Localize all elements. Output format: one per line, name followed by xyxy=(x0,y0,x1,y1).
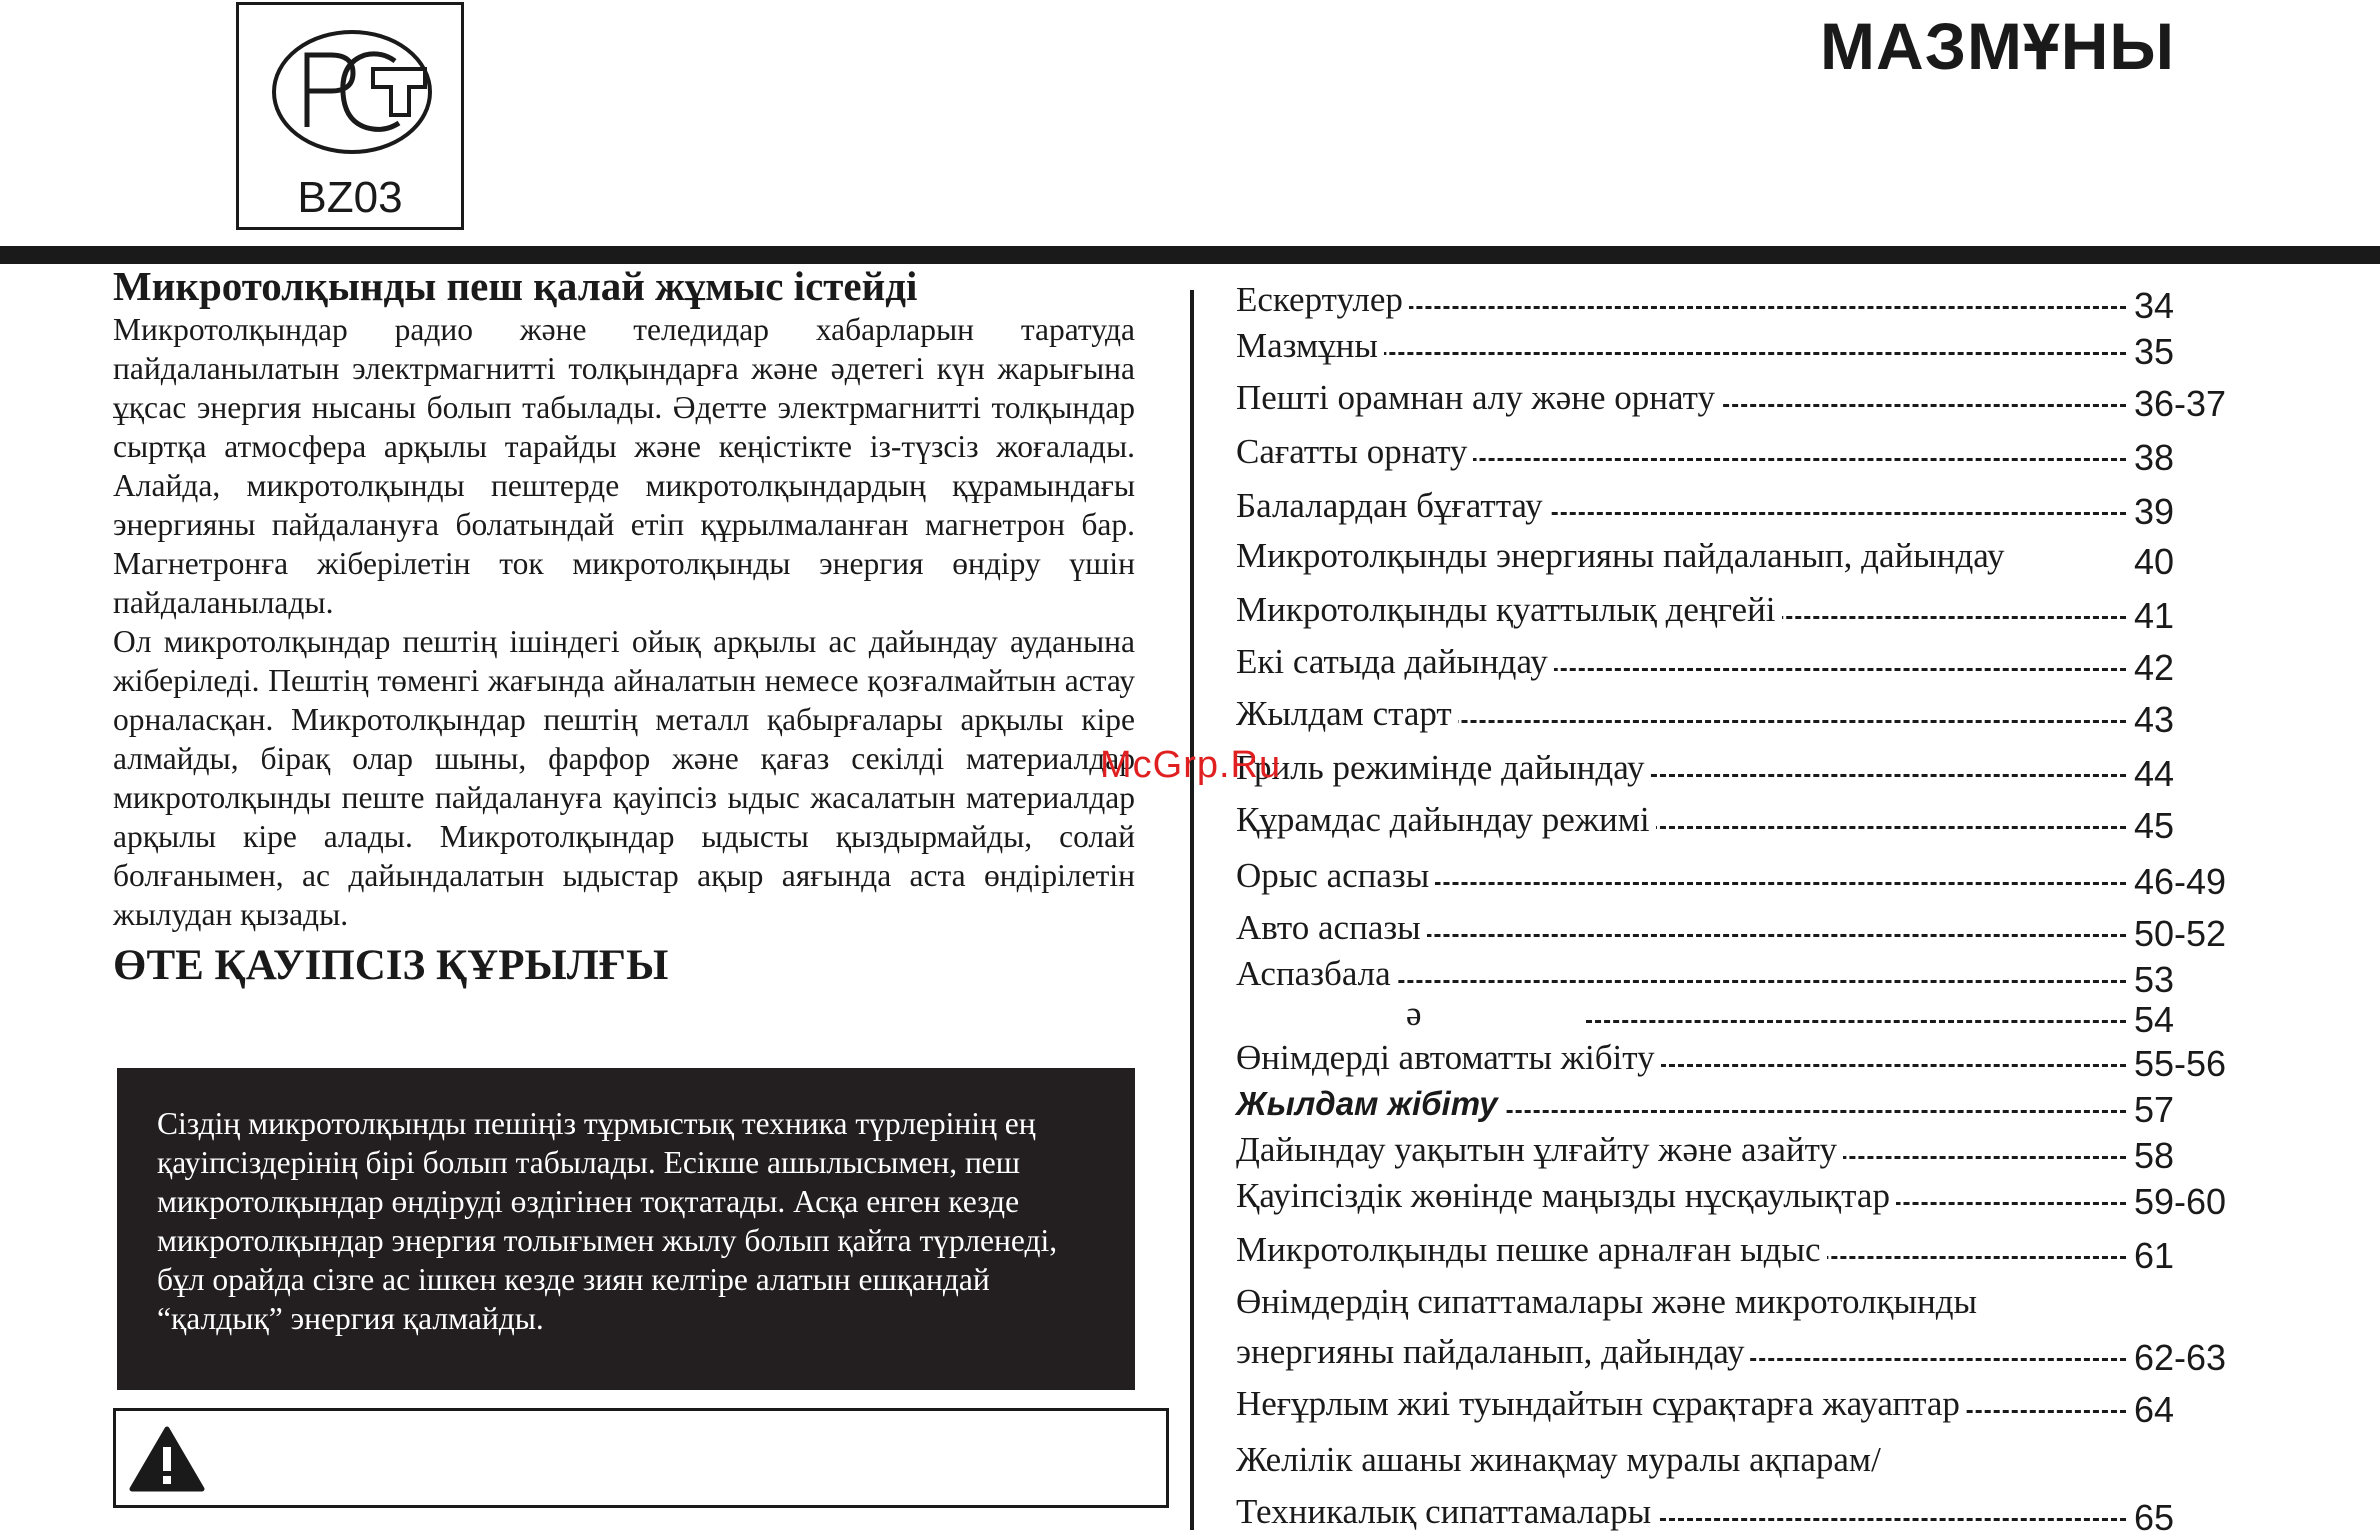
toc-item-label: энергияны пайдаланып, дайындау xyxy=(1236,1330,1750,1374)
toc-item-page: 41 xyxy=(2134,595,2175,636)
toc-item-page: 65 xyxy=(2134,1497,2175,1533)
warning-box xyxy=(113,1408,1169,1508)
toc-item-label: Қауіпсіздік жөнінде маңызды нұсқаулықтар xyxy=(1236,1174,1896,1218)
toc-item-label: Мазмұны xyxy=(1236,324,1384,368)
toc-item[interactable] xyxy=(1236,484,2356,534)
toc-item[interactable] xyxy=(1236,1330,2356,1380)
toc-item[interactable] xyxy=(1236,1228,2356,1278)
toc-item[interactable] xyxy=(1236,278,2356,328)
toc-item-page: 45 xyxy=(2134,805,2175,846)
toc-item-label: Құрамдас дайындау режимі xyxy=(1236,798,1656,842)
cert-code: BZ03 xyxy=(297,173,403,222)
toc-item-label: Микротолқынды пешке арналған ыдыс xyxy=(1236,1228,1827,1272)
toc-item[interactable] xyxy=(1236,1438,2356,1488)
toc-item[interactable] xyxy=(1236,1036,2356,1086)
toc-item-label: Техникалық сипаттамалары xyxy=(1236,1490,1657,1533)
toc-item[interactable] xyxy=(1236,534,2356,584)
safety-notice-box xyxy=(117,1068,1135,1390)
toc-item[interactable] xyxy=(1236,1174,2356,1224)
toc-item-label: Микротолқынды энергияны пайдаланып, дайындау xyxy=(1236,534,2011,578)
toc-item[interactable] xyxy=(1236,640,2356,690)
toc-item-page: 61 xyxy=(2134,1235,2175,1276)
toc-item-page: 57 xyxy=(2134,1089,2175,1130)
toc-item-label: Ескертулер xyxy=(1236,278,1409,322)
toc-item-label: Гриль режимінде дайындау xyxy=(1236,746,1650,790)
toc-item[interactable] xyxy=(1236,1490,2356,1533)
toc-item-page: 55-56 xyxy=(2134,1043,2227,1084)
toc-item[interactable] xyxy=(1236,746,2356,796)
toc-item-label: Сағатты орнату xyxy=(1236,430,1473,474)
intro-body xyxy=(113,310,1135,934)
toc-item[interactable] xyxy=(1236,376,2356,426)
toc-item-page: 62-63 xyxy=(2134,1337,2227,1378)
toc-item[interactable] xyxy=(1236,906,2356,956)
toc-item-label: Жылдам жібіту xyxy=(1236,1082,1504,1126)
certification-mark xyxy=(236,2,464,230)
intro-paragraph-2: Ол микротолқындар пештің ішіндегі ойық арқылы ас дайындау ауданына жіберіледі. Пештің төменгі жағында айналатын немесе қозғалмайтын астау орналасқан. Микротолқындар пештің металл қабырғалары арқылы кіре алмайды, бірақ олар шыны, фарфор және қағаз секілді материалдар микротолқынды пеште пайдалануға қауіпсіз ыдыс жасалатын материалдар арқылы кіре алады. Микротолқындар ыдысты қыздырмайды, солай болғанымен, ас дайындалатын ыдыстар ақыр аяғында аста өндірілетін жылудан қызады. xyxy=(113,624,1135,932)
toc-item-label: Өнімдерді автоматты жібіту xyxy=(1236,1036,1661,1080)
toc-item-page: 38 xyxy=(2134,437,2175,478)
toc-item-label: Желілік ашаны жинақмау муралы ақпарам/ xyxy=(1236,1438,1887,1482)
intro-title: Микротолқынды пеш қалай жұмыс істейді xyxy=(113,263,918,309)
warning-triangle-icon xyxy=(128,1425,206,1493)
toc-item[interactable] xyxy=(1236,430,2356,480)
toc-item[interactable] xyxy=(1236,324,2356,374)
toc-item-label: Пешті орамнан алу және орнату xyxy=(1236,376,1721,420)
toc-item-page: 35 xyxy=(2134,331,2175,372)
toc-item-page: 64 xyxy=(2134,1389,2175,1430)
toc-item-label: Балалардан бұғаттау xyxy=(1236,484,1549,528)
toc-item-label: Дайындау уақытын ұлғайту және азайту xyxy=(1236,1128,1843,1172)
toc-item-page: 43 xyxy=(2134,699,2175,740)
page-title: МАЗМҰНЫ xyxy=(1820,9,2175,83)
toc-item-label: Аспазбала xyxy=(1236,952,1397,996)
toc-item-page: 39 xyxy=(2134,491,2175,532)
rst-logo-icon xyxy=(269,27,435,157)
column-divider xyxy=(1190,290,1194,1530)
toc-item[interactable] xyxy=(1236,854,2356,904)
toc-item-page: 44 xyxy=(2134,753,2175,794)
toc-item-page: 42 xyxy=(2134,647,2175,688)
toc-item[interactable] xyxy=(1236,1382,2356,1432)
toc-item-page: 34 xyxy=(2134,285,2175,326)
toc-item-label: Неғұрлым жиі туындайтын сұрақтарға жауаптар xyxy=(1236,1382,1966,1426)
toc-item[interactable] xyxy=(1236,798,2356,848)
toc-item-page: 40 xyxy=(2134,541,2175,582)
toc-item-page: 54 xyxy=(2134,999,2175,1040)
toc-item[interactable] xyxy=(1236,1280,2356,1330)
toc-item-page: 53 xyxy=(2134,959,2175,1000)
safety-title: ӨТЕ ҚАУІПСІЗ ҚҰРЫЛҒЫ xyxy=(113,942,669,989)
toc-item-label: Екі сатыда дайындау xyxy=(1236,640,1554,684)
toc-item-label: Авто аспазы xyxy=(1236,906,1427,950)
toc-item-page: 50-52 xyxy=(2134,913,2227,954)
intro-paragraph-1: Микротолқындар радио және теледидар хабарларын таратуда пайдаланылатын электрмагнитті толқындарға және әдетегі күн жарығына ұқсас энергия нысаны болып табылады. Әдетте электрмагнитті толқындар сыртқа атмосфера арқылы тарайды және кеңістікте із-түзсіз жоғалады. Алайда, микротолқынды пештерде микротолқындардың құрамындағы энергияны пайдалануға болатындай етіп құрылмаланған магнетрон бар. Магнетронға жіберілетін ток микротолқынды энергия өндіру үшін пайдаланылады. xyxy=(113,312,1135,620)
toc-item-label: ә xyxy=(1406,992,1428,1036)
left-column xyxy=(113,262,1135,990)
watermark: McGrp.Ru xyxy=(1100,744,1282,786)
toc-item-page: 46-49 xyxy=(2134,861,2227,902)
toc-item-page: 58 xyxy=(2134,1135,2175,1176)
toc-item-label: Микротолқынды қуаттылық деңгейі xyxy=(1236,588,1782,632)
toc-item[interactable] xyxy=(1236,992,2356,1042)
toc-leader xyxy=(1586,1020,2126,1023)
safety-notice-text: Сіздің микротолқынды пешіңіз тұрмыстық техника түрлерінің ең қауіпсіздерінің бірі болып табылады. Есікше ашылысымен, пеш микротолқындар өндіруді өздігінен тоқтатады. Асқа енген кезде микротолқындар энергия толығымен жылу болып қайта түрленеді, бұл орайда сізге ас ішкен кезде зиян келтіре алатын ешқандай “қалдық” энергия қалмайды. xyxy=(157,1106,1058,1336)
toc-item-label: Өнімдердің сипаттамалары және микротолқынды xyxy=(1236,1280,1983,1324)
toc-item[interactable] xyxy=(1236,588,2356,638)
toc-item-label: Орыс аспазы xyxy=(1236,854,1435,898)
toc-item-page: 36-37 xyxy=(2134,383,2227,424)
toc-item-label: Жылдам старт xyxy=(1236,692,1458,736)
toc-item[interactable] xyxy=(1236,692,2356,742)
toc-item[interactable] xyxy=(1236,1082,2356,1132)
toc-item[interactable] xyxy=(1236,1128,2356,1178)
toc-item-page: 59-60 xyxy=(2134,1181,2227,1222)
